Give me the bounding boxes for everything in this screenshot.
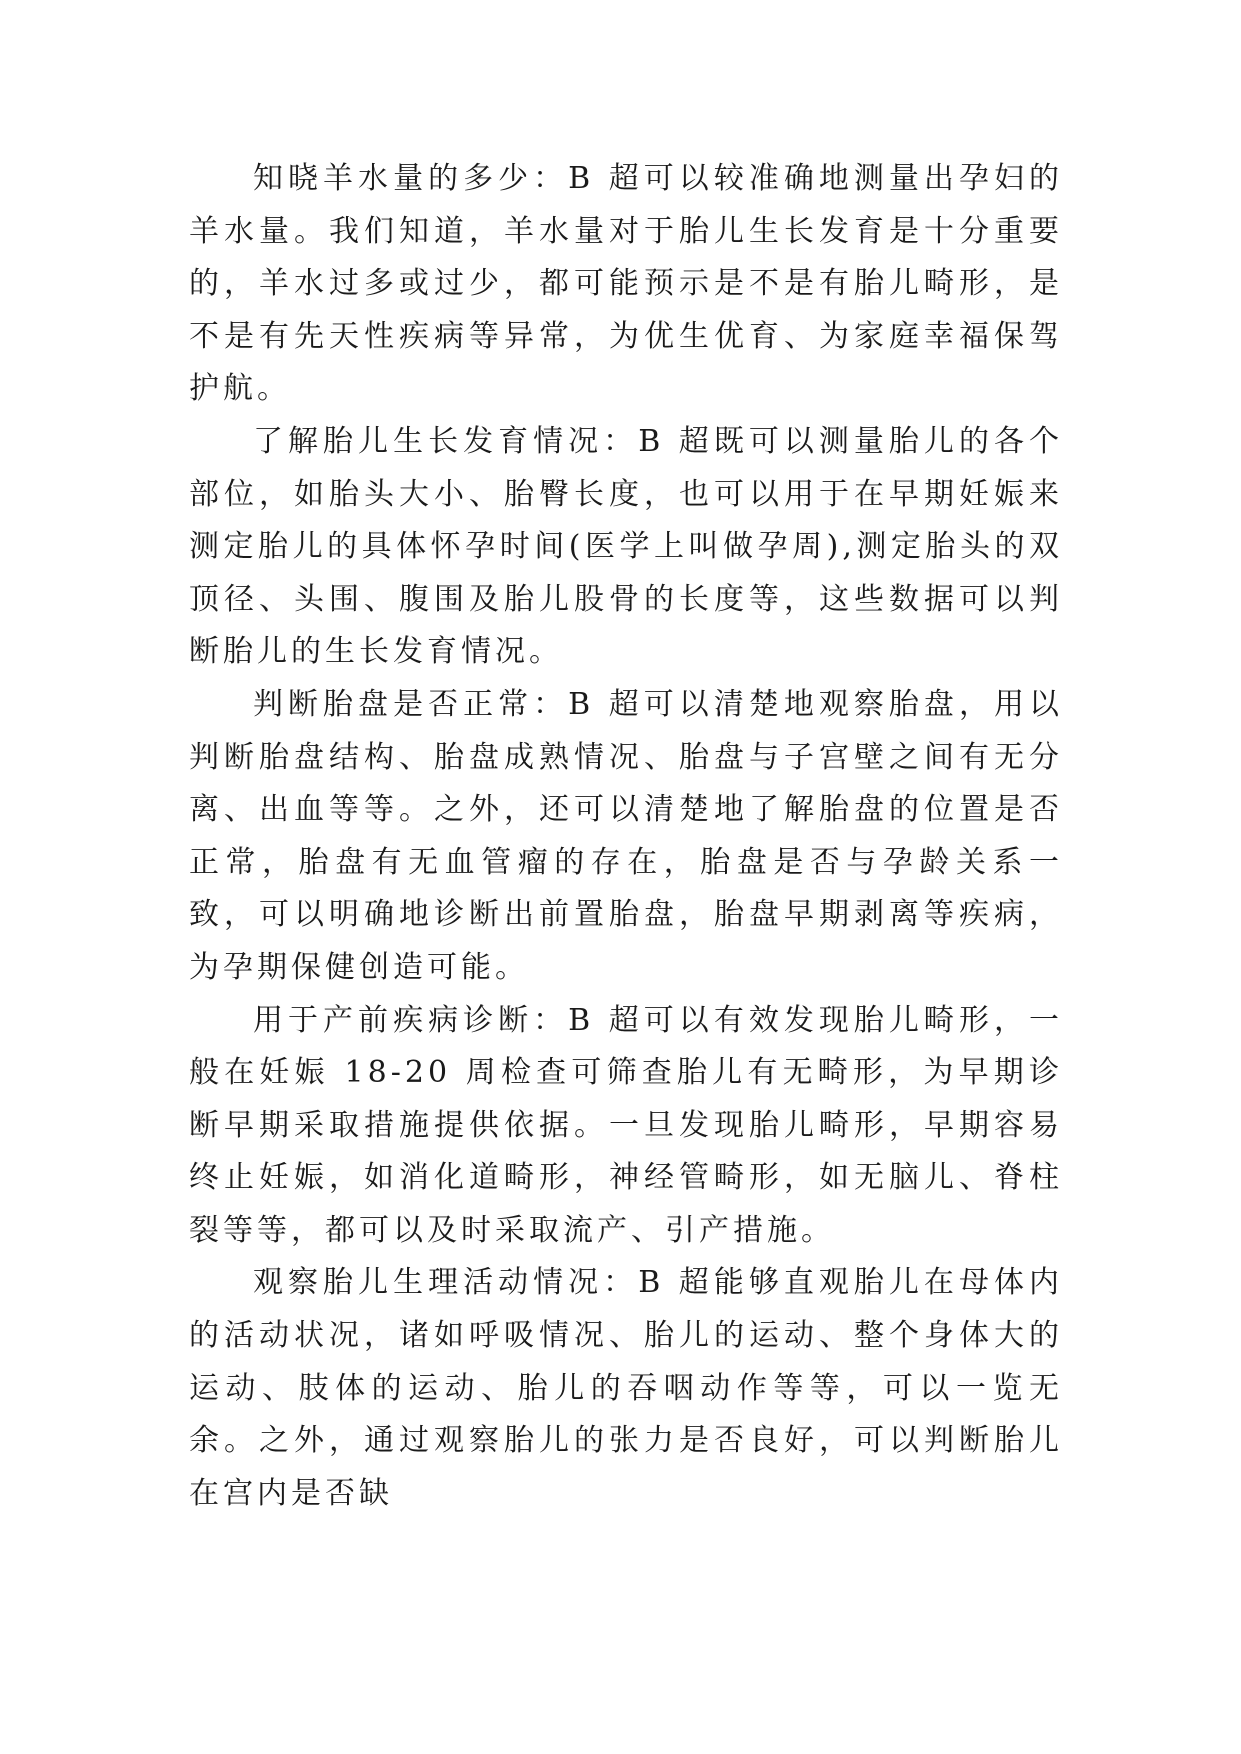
paragraph-prenatal-diagnosis: 用于产前疾病诊断：B 超可以有效发现胎儿畸形，一般在妊娠 18-20 周检查可筛查胎儿有无畸形，为早期诊断早期采取措施提供依据。一旦发现胎儿畸形，早期容易终止妊娠，如消化道畸形，神经管畸形，如无脑儿、脊柱裂等等，都可以及时采取流产、引产措施。 — [189, 1002, 1063, 1248]
paragraph-fetal-growth: 了解胎儿生长发育情况：B 超既可以测量胎儿的各个部位，如胎头大小、胎臀长度，也可以用于在早期妊娠来测定胎儿的具体怀孕时间(医学上叫做孕周),测定胎头的双顶径、头围、腹围及胎儿股骨的长度等，这些数据可以判断胎儿的生长发育情况。 — [189, 423, 1063, 670]
document-body — [189, 153, 1063, 1520]
paragraph-placenta: 判断胎盘是否正常：B 超可以清楚地观察胎盘，用以判断胎盘结构、胎盘成熟情况、胎盘与子宫壁之间有无分离、出血等等。之外，还可以清楚地了解胎盘的位置是否正常，胎盘有无血管瘤的存在，胎盘是否与孕龄关系一致，可以明确地诊断出前置胎盘，胎盘早期剥离等疾病，为孕期保健创造可能。 — [189, 686, 1063, 985]
paragraph-amniotic-fluid: 知晓羊水量的多少：B 超可以较准确地测量出孕妇的羊水量。我们知道，羊水量对于胎儿生长发育是十分重要的，羊水过多或过少，都可能预示是不是有胎儿畸形，是不是有先天性疾病等异常，为优生优育、为家庭幸福保驾护航。 — [189, 161, 1063, 407]
paragraph-fetal-activity: 观察胎儿生理活动情况：B 超能够直观胎儿在母体内的活动状况，诸如呼吸情况、胎儿的运动、整个身体大的运动、肢体的运动、胎儿的吞咽动作等等，可以一览无余。之外，通过观察胎儿的张力是否良好，可以判断胎儿在宫内是否缺 — [189, 1265, 1063, 1511]
